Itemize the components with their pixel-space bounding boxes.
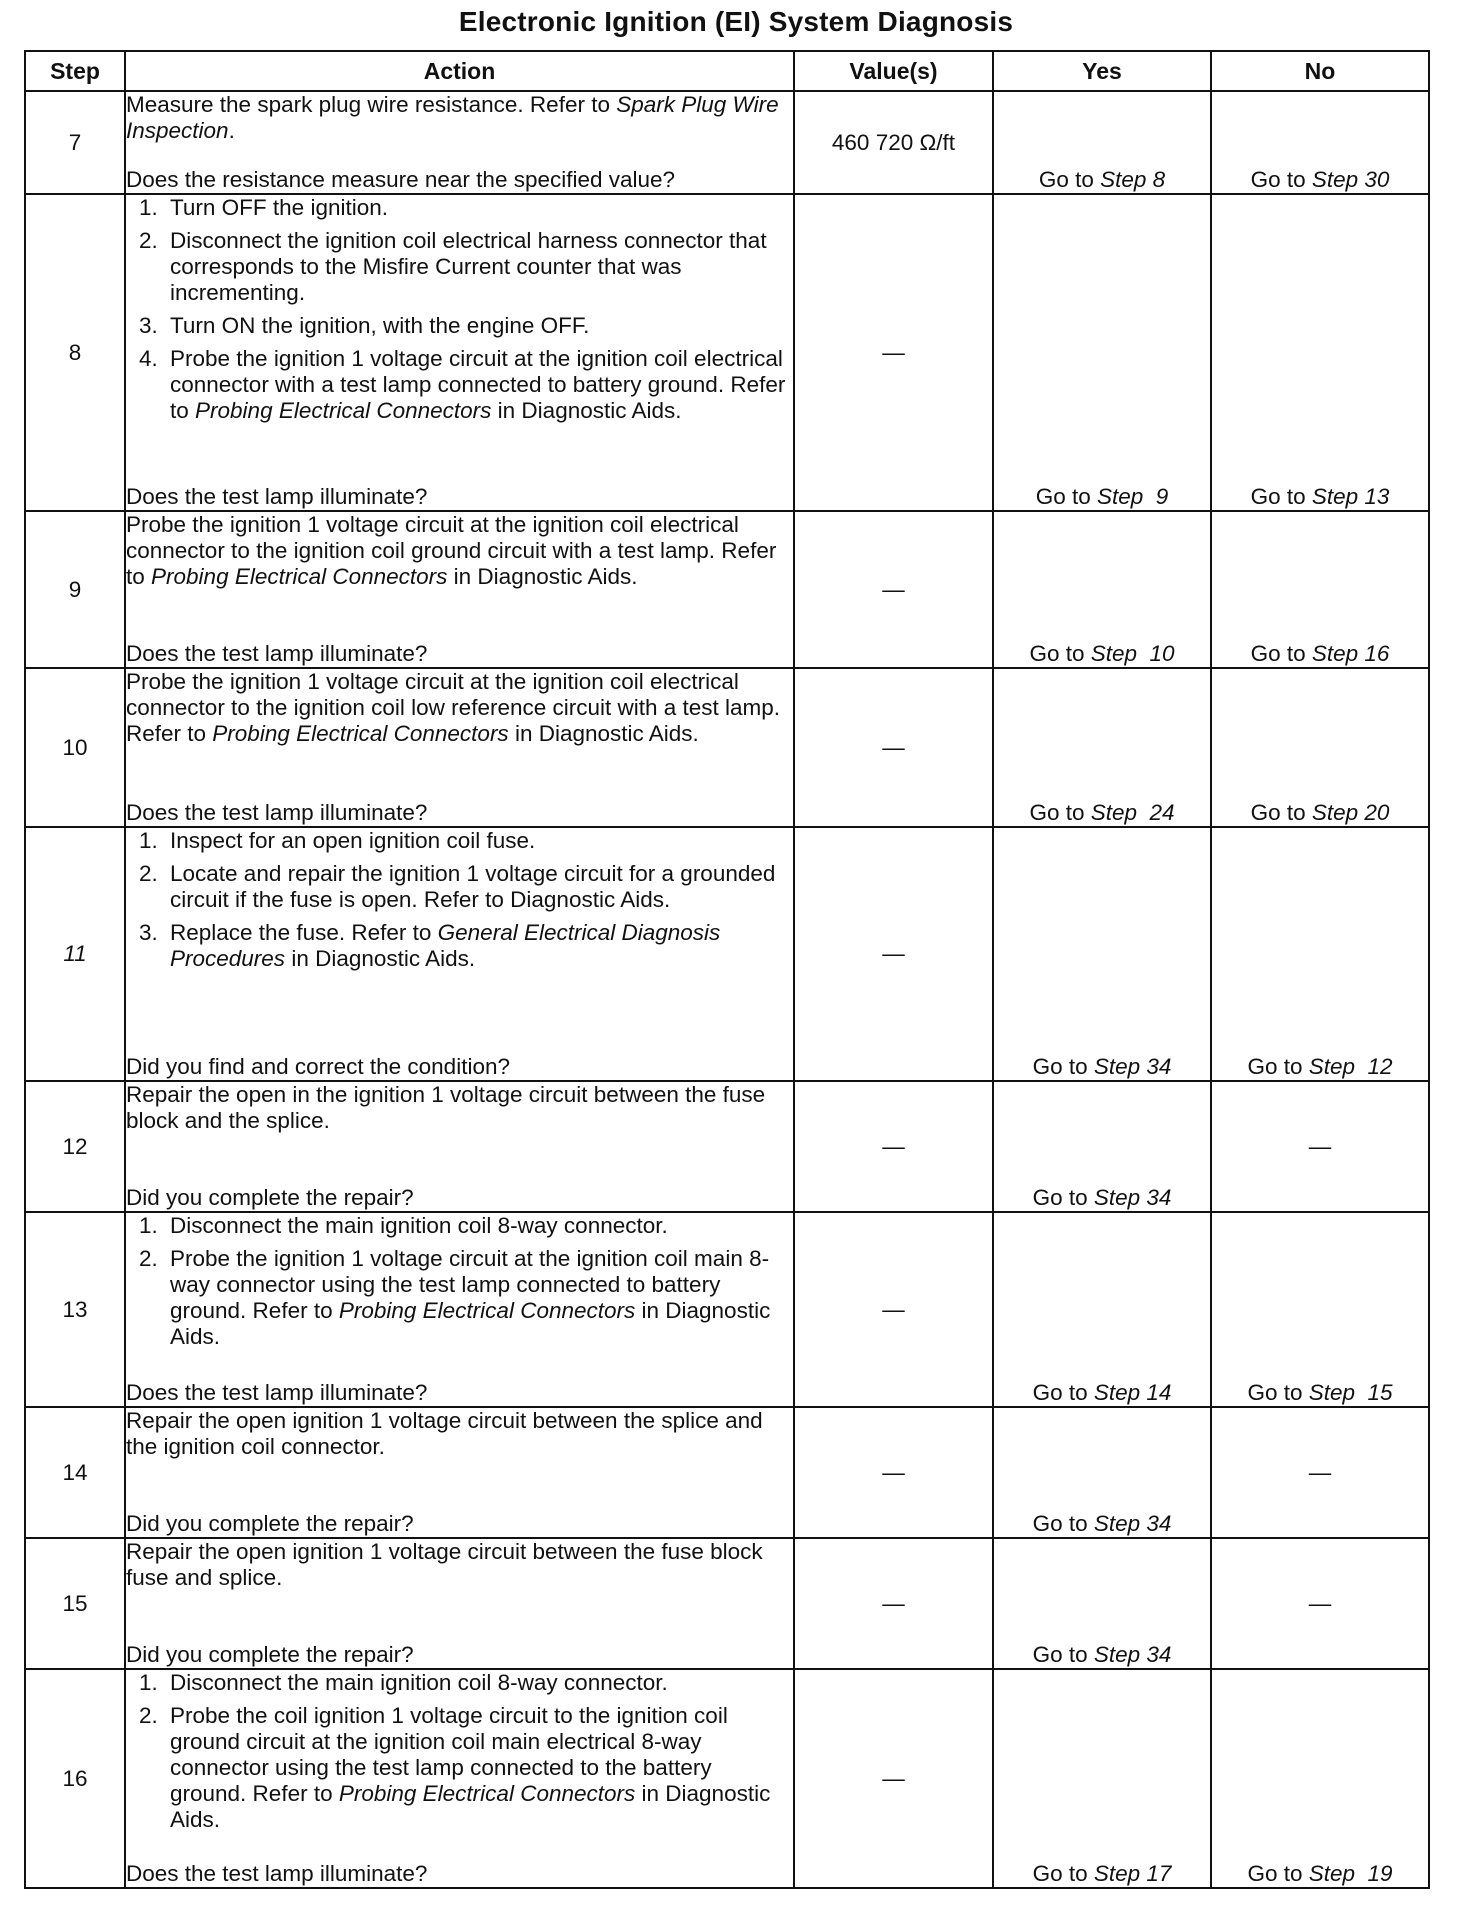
reference-link-text: Probing Electrical Connectors — [338, 1298, 636, 1323]
no-cell — [1211, 1081, 1429, 1212]
value-cell: — — [794, 1212, 993, 1407]
action-text — [126, 1539, 793, 1591]
substep-text: in Diagnostic Aids. — [170, 1298, 771, 1349]
action-content — [126, 1213, 793, 1406]
action-text-segment: Repair the open ignition 1 voltage circuit between the splice and the ignition coil connector. — [126, 1408, 763, 1459]
page-title: Electronic Ignition (EI) System Diagnosis — [458, 6, 1014, 37]
substep-text: Probe the coil ignition 1 voltage circuit to the ignition coil ground circuit at the ignition coil main electrical 8-way connector using the test lamp connected to the battery ground. Refer to — [170, 1703, 728, 1806]
question-text: Did you complete the repair? — [126, 1642, 414, 1667]
step-number: 7 — [25, 91, 125, 194]
table-row — [25, 511, 1429, 668]
diagnosis-table — [24, 50, 1430, 1889]
goto-prefix: Go to — [1032, 1054, 1094, 1079]
table-row — [25, 194, 1429, 511]
substep-text: in Diagnostic Aids. — [491, 398, 682, 423]
goto-step-ref: Step 16 — [1311, 641, 1390, 666]
yes-cell — [993, 1669, 1211, 1888]
goto-step-ref: Step 13 — [1311, 484, 1390, 509]
substep-list — [126, 828, 793, 972]
goto-prefix: Go to — [1247, 1054, 1309, 1079]
question-text: Did you complete the repair? — [126, 1511, 414, 1536]
substep-list — [126, 1213, 793, 1350]
value-cell: — — [794, 1081, 993, 1212]
goto-step-ref: Step 34 — [1093, 1642, 1172, 1667]
substep-item — [164, 1670, 793, 1696]
action-content — [126, 1539, 793, 1668]
goto-prefix: Go to — [1035, 484, 1097, 509]
step-number: 10 — [25, 668, 125, 827]
goto-prefix: Go to — [1032, 1511, 1094, 1536]
action-instructions — [126, 195, 793, 431]
yes-cell — [993, 194, 1211, 511]
action-text — [126, 1082, 793, 1134]
no-cell — [1211, 1669, 1429, 1888]
step-number: 8 — [25, 194, 125, 511]
step-number: 11 — [25, 827, 125, 1081]
header-step: Step — [25, 51, 125, 91]
substep-item — [164, 228, 793, 306]
goto-prefix: Go to — [1032, 1185, 1094, 1210]
action-text-segment: Repair the open in the ignition 1 voltage circuit between the fuse block and the splice. — [126, 1082, 766, 1133]
action-cell — [125, 827, 794, 1081]
action-cell — [125, 1669, 794, 1888]
goto-step-ref: Step 10 — [1090, 641, 1175, 666]
substep-text: Turn ON the ignition, with the engine OFF. — [170, 313, 590, 338]
substep-list — [126, 1670, 793, 1833]
yes-cell — [993, 1538, 1211, 1669]
action-content — [126, 669, 793, 826]
step-number: 14 — [25, 1407, 125, 1538]
substep-text: Replace the fuse. Refer to — [170, 920, 438, 945]
substep-item — [164, 1703, 793, 1833]
goto-prefix: Go to — [1247, 1380, 1309, 1405]
action-content — [126, 1082, 793, 1211]
goto-step-ref: Step 24 — [1090, 800, 1175, 825]
no-cell — [1211, 668, 1429, 827]
question-text: Does the test lamp illuminate? — [126, 641, 428, 666]
goto-step-ref: Step 9 — [1096, 484, 1169, 509]
goto-step-ref: Step 15 — [1308, 1380, 1393, 1405]
reference-link-text: Probing Electrical Connectors — [195, 398, 492, 423]
action-cell — [125, 1212, 794, 1407]
no-cell — [1211, 1538, 1429, 1669]
goto-prefix: Go to — [1029, 641, 1091, 666]
empty-dash: — — [1308, 1133, 1332, 1159]
question-text: Does the resistance measure near the specified value? — [126, 167, 676, 192]
no-cell — [1211, 194, 1429, 511]
empty-dash: — — [1308, 1590, 1332, 1616]
action-text-segment: Repair the open ignition 1 voltage circuit between the fuse block fuse and splice. — [126, 1539, 763, 1590]
action-instructions — [126, 1213, 793, 1357]
goto-step-ref: Step 30 — [1311, 167, 1390, 192]
goto-prefix: Go to — [1250, 167, 1312, 192]
table-row — [25, 1538, 1429, 1669]
yes-cell — [993, 1212, 1211, 1407]
table-row — [25, 1407, 1429, 1538]
substep-text: Locate and repair the ignition 1 voltage circuit for a grounded circuit if the fuse is open. Refer to Diagnostic Aids. — [170, 861, 776, 912]
reference-link-text: Probing Electrical Connectors — [151, 564, 448, 589]
action-text-segment: . — [228, 118, 235, 143]
step-number: 15 — [25, 1538, 125, 1669]
action-text-segment: Probe the ignition 1 voltage circuit at the ignition coil electrical connector to the ignition coil ground circuit with a test lamp. Refer to — [126, 512, 777, 589]
action-instructions — [126, 828, 793, 979]
value-cell: — — [794, 1407, 993, 1538]
table-row — [25, 91, 1429, 194]
substep-text: in Diagnostic Aids. — [170, 1781, 771, 1832]
action-cell — [125, 91, 794, 194]
goto-prefix: Go to — [1247, 1861, 1309, 1886]
no-cell — [1211, 827, 1429, 1081]
action-content — [126, 828, 793, 1080]
substep-item — [164, 195, 793, 221]
value-cell: — — [794, 668, 993, 827]
action-content — [126, 195, 793, 510]
goto-prefix: Go to — [1032, 1861, 1094, 1886]
question-text: Does the test lamp illuminate? — [126, 1861, 428, 1886]
reference-link-text: Probing Electrical — [338, 1781, 514, 1806]
table-row — [25, 1081, 1429, 1212]
action-instructions — [126, 1670, 793, 1840]
substep-text: Disconnect the main ignition coil 8-way connector. — [170, 1213, 668, 1238]
yes-cell — [993, 827, 1211, 1081]
value-cell: — — [794, 827, 993, 1081]
action-cell — [125, 1407, 794, 1538]
substep-item — [164, 346, 793, 424]
step-number: 12 — [25, 1081, 125, 1212]
value-cell: — — [794, 511, 993, 668]
no-cell — [1211, 511, 1429, 668]
goto-step-ref: Step 20 — [1311, 800, 1390, 825]
substep-text: Disconnect the ignition coil electrical harness connector that corresponds to the Misfire Current counter that was incrementing. — [170, 228, 767, 305]
yes-cell — [993, 1081, 1211, 1212]
action-cell — [125, 668, 794, 827]
action-instructions — [126, 1539, 793, 1591]
table-row — [25, 1669, 1429, 1888]
header-action: Action — [125, 51, 794, 91]
goto-prefix: Go to — [1038, 167, 1101, 192]
goto-step-ref: Step 8 — [1100, 167, 1166, 192]
goto-step-ref: Step 34 — [1093, 1511, 1172, 1536]
goto-step-ref: Step 17 — [1093, 1861, 1172, 1886]
no-cell — [1211, 1212, 1429, 1407]
yes-cell — [993, 511, 1211, 668]
table-row — [25, 1212, 1429, 1407]
value-cell: — — [794, 1538, 993, 1669]
substep-list — [126, 195, 793, 424]
goto-step-ref: Step 19 — [1308, 1861, 1393, 1886]
action-text-segment: in Diagnostic Aids. — [508, 721, 699, 746]
header-yes: Yes — [993, 51, 1211, 91]
value-cell: — — [794, 1669, 993, 1888]
yes-cell — [993, 1407, 1211, 1538]
action-content — [126, 512, 793, 667]
table-row — [25, 827, 1429, 1081]
substep-item — [164, 920, 793, 972]
action-instructions — [126, 512, 793, 590]
question-text: Does the test lamp illuminate? — [126, 1380, 428, 1405]
substep-text: Probe the ignition 1 voltage circuit at the ignition coil main 8-way connector using the test lamp connected to battery ground. Refer to — [170, 1246, 770, 1323]
goto-prefix: Go to — [1250, 484, 1312, 509]
action-instructions — [126, 1408, 793, 1460]
step-number: 16 — [25, 1669, 125, 1888]
goto-step-ref: Step 12 — [1308, 1054, 1393, 1079]
value-cell: — — [794, 194, 993, 511]
substep-item — [164, 828, 793, 854]
substep-text: in Diagnostic Aids. — [285, 946, 476, 971]
reference-link-text: General Electrical Diagnosis Procedures — [170, 920, 721, 971]
action-instructions — [126, 1082, 793, 1134]
reference-link-text: Connectors — [520, 1781, 636, 1806]
table-body — [25, 91, 1429, 1888]
step-number: 13 — [25, 1212, 125, 1407]
substep-text: Probe the ignition 1 voltage circuit at the ignition coil electrical connector with a test lamp connected to battery ground. Refer to — [170, 346, 786, 423]
substep-text: Disconnect the main ignition coil 8-way connector. — [170, 1670, 668, 1695]
goto-prefix: Go to — [1029, 800, 1091, 825]
goto-prefix: Go to — [1032, 1380, 1094, 1405]
action-text-segment: Probe the ignition 1 voltage circuit at the ignition coil electrical connector to the ignition coil low reference circuit with a test lamp. Refer to — [126, 669, 781, 746]
empty-dash: — — [1308, 1459, 1332, 1485]
yes-cell — [993, 668, 1211, 827]
yes-cell — [993, 91, 1211, 194]
action-instructions — [126, 92, 793, 144]
substep-text: Inspect for an open ignition coil fuse. — [170, 828, 536, 853]
goto-step-ref: Step 14 — [1093, 1380, 1172, 1405]
no-cell — [1211, 1407, 1429, 1538]
action-text — [126, 669, 793, 747]
action-text — [126, 92, 793, 144]
goto-prefix: Go to — [1250, 641, 1312, 666]
substep-text: Turn OFF the ignition. — [170, 195, 389, 220]
action-instructions — [126, 669, 793, 747]
substep-item — [164, 1246, 793, 1350]
question-text: Did you find and correct the condition? — [126, 1054, 510, 1079]
action-text-segment: in Diagnostic Aids. — [447, 564, 638, 589]
header-no: No — [1211, 51, 1429, 91]
header-values: Value(s) — [794, 51, 993, 91]
question-text: Does the test lamp illuminate? — [126, 800, 428, 825]
step-number: 9 — [25, 511, 125, 668]
substep-item — [164, 313, 793, 339]
action-cell — [125, 511, 794, 668]
reference-link-text: Spark Plug Wire Inspection — [126, 92, 779, 143]
goto-step-ref: Step 34 — [1093, 1054, 1172, 1079]
reference-link-text: Probing Electrical Connectors — [212, 721, 509, 746]
table-row — [25, 668, 1429, 827]
action-content — [126, 1408, 793, 1537]
goto-prefix: Go to — [1032, 1642, 1094, 1667]
action-cell — [125, 194, 794, 511]
value-cell: 460 720 Ω/ft — [794, 91, 993, 194]
no-cell — [1211, 91, 1429, 194]
action-text-segment: Measure the spark plug wire resistance. Refer to — [126, 92, 617, 117]
action-content — [126, 1670, 793, 1887]
substep-item — [164, 1213, 793, 1239]
header-row — [25, 51, 1429, 91]
goto-step-ref: Step 34 — [1093, 1185, 1172, 1210]
action-text — [126, 1408, 793, 1460]
action-content — [126, 92, 793, 193]
goto-prefix: Go to — [1250, 800, 1312, 825]
action-cell — [125, 1538, 794, 1669]
question-text: Does the test lamp illuminate? — [126, 484, 428, 509]
substep-item — [164, 861, 793, 913]
action-text — [126, 512, 793, 590]
question-text: Did you complete the repair? — [126, 1185, 414, 1210]
action-cell — [125, 1081, 794, 1212]
